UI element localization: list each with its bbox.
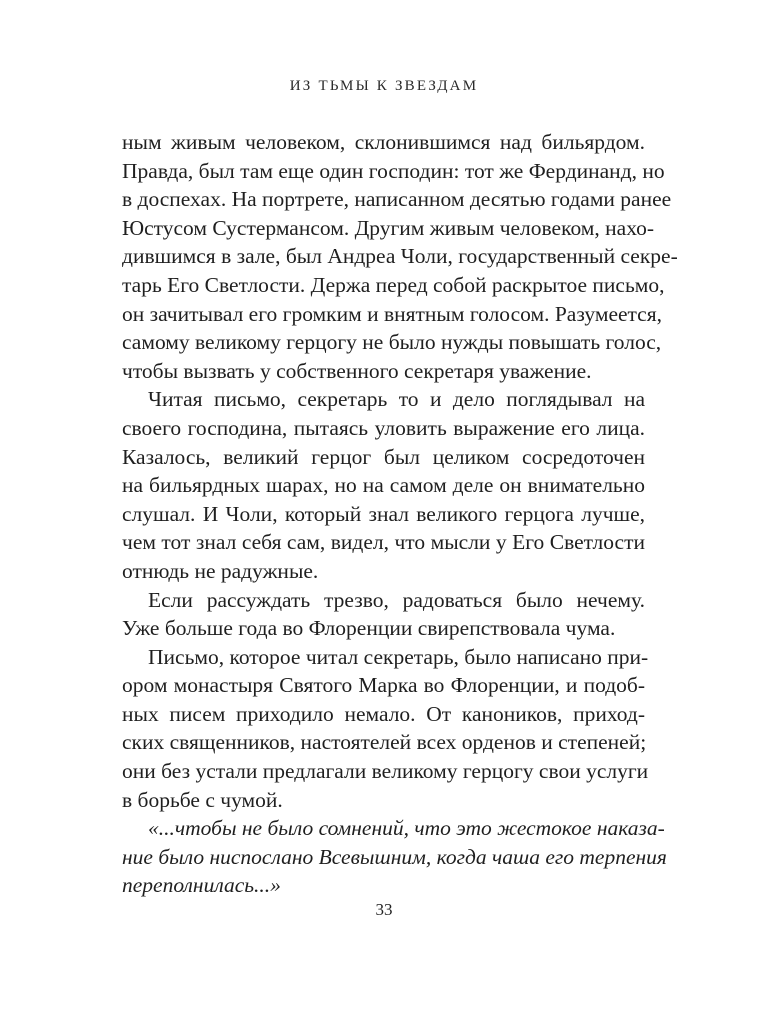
text-line: слушал. И Чоли, который знал великого герцога лучше, [122,501,645,526]
text-line: Письмо, которое читал секретарь, было написано при- [148,644,649,669]
text-line: в доспехах. На портрете, написанном десятью годами ранее [122,187,672,212]
text-line: Правда, был там еще один господин: тот же Фердинанд, но [122,158,665,183]
text-line: он зачитывал его громким и внятным голосом. Разумеется, [122,301,662,326]
paragraph-1 [122,128,678,385]
paragraph-3 [122,586,645,643]
text-line: тарь Его Светлости. Держа перед собой раскрытое письмо, [122,272,665,297]
text-line: Если рассуждать трезво, радоваться было нечему. [148,587,645,612]
text-line: чем тот знал себя сам, видел, что мысли у Его Светлости [122,530,645,555]
page-number: 33 [375,900,393,919]
text-line: отнюдь не радужные. [122,558,319,583]
text-line: «...чтобы не было сомнений, что это жестокое наказа- [148,816,665,841]
text-line: самому великому герцогу не было нужды повышать голос, [122,330,662,355]
text-line: они без устали предлагали великому герцогу свои услуги [122,759,649,784]
text-line: ором монастыря Святого Марка во Флоренции, и подоб- [122,673,645,698]
text-line: на бильярдных шарах, но на самом деле он внимательно [122,473,645,498]
body-text [122,128,678,900]
text-line: своего господина, пытаясь уловить выражение его лица. [122,415,645,440]
text-line: переполнилась...» [122,873,281,898]
text-line: ских священников, настоятелей всех орденов и степеней; [122,730,647,755]
text-line: в борьбе с чумой. [122,787,283,812]
text-line: Юстусом Сустермансом. Другим живым человеком, нахо- [122,215,655,240]
running-head: ИЗ ТЬМЫ К ЗВЕЗДАМ [289,78,479,94]
text-line: чтобы вызвать у собственного секретаря уважение. [122,358,592,383]
text-line: Читая письмо, секретарь то и дело поглядывал на [148,387,645,412]
text-line: дившимся в зале, был Андреа Чоли, государственный секре- [122,244,678,269]
paragraph-2 [122,385,645,585]
text-line: Уже больше года во Флоренции свирепствовала чума. [122,616,616,641]
text-line: Казалось, великий герцог был целиком сосредоточен [122,444,645,469]
text-line: ние было ниспослано Всевышним, когда чаша его терпения [122,844,667,869]
text-line: ным живым человеком, склонившимся над бильярдом. [122,130,645,154]
text-line: ных писем приходило немало. От каноников, приход- [122,701,645,726]
quotation [122,814,667,900]
paragraph-4 [122,643,649,815]
